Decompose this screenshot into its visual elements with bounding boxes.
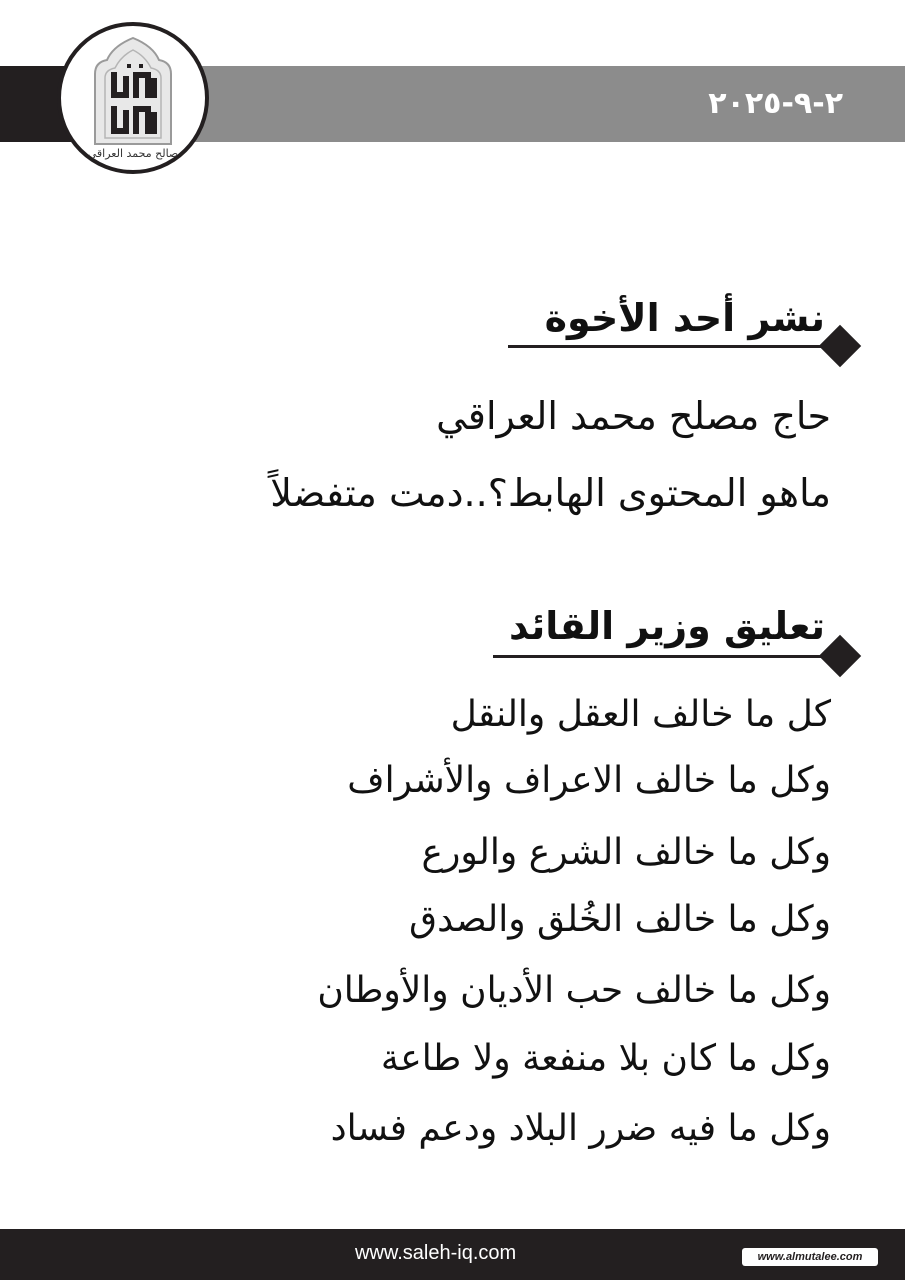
comment-line: وكل ما خالف الاعراف والأشراف xyxy=(347,760,831,801)
footer-website-link[interactable]: www.saleh-iq.com xyxy=(355,1242,517,1264)
comment-heading-diamond-icon xyxy=(819,635,861,677)
comment-line: وكل ما خالف الشرع والورع xyxy=(421,832,831,873)
footer-badge: www.almutalee.com xyxy=(742,1248,878,1266)
comment-line: وكل ما خالف حب الأديان والأوطان xyxy=(317,970,831,1011)
comment-line: وكل ما خالف الخُلق والصدق xyxy=(409,899,831,940)
logo xyxy=(57,22,209,174)
post-heading: نشر أحد الأخوة xyxy=(544,296,825,340)
comment-heading-rule xyxy=(493,655,843,658)
comment-heading: تعليق وزير القائد xyxy=(509,604,825,648)
header-date: ٢-٩-٢٠٢٥ xyxy=(708,86,843,121)
comment-line: كل ما خالف العقل والنقل xyxy=(450,694,831,735)
comment-line: وكل ما كان بلا منفعة ولا طاعة xyxy=(380,1038,831,1079)
post-heading-rule xyxy=(508,345,843,348)
post-line: ماهو المحتوى الهابط؟..دمت متفضلاً xyxy=(270,471,831,515)
post-line: حاج مصلح محمد العراقي xyxy=(436,394,831,438)
post-heading-diamond-icon xyxy=(819,325,861,367)
logo-caption: صالح محمد العراقي xyxy=(87,147,179,160)
comment-line: وكل ما فيه ضرر البلاد ودعم فساد xyxy=(330,1108,831,1149)
